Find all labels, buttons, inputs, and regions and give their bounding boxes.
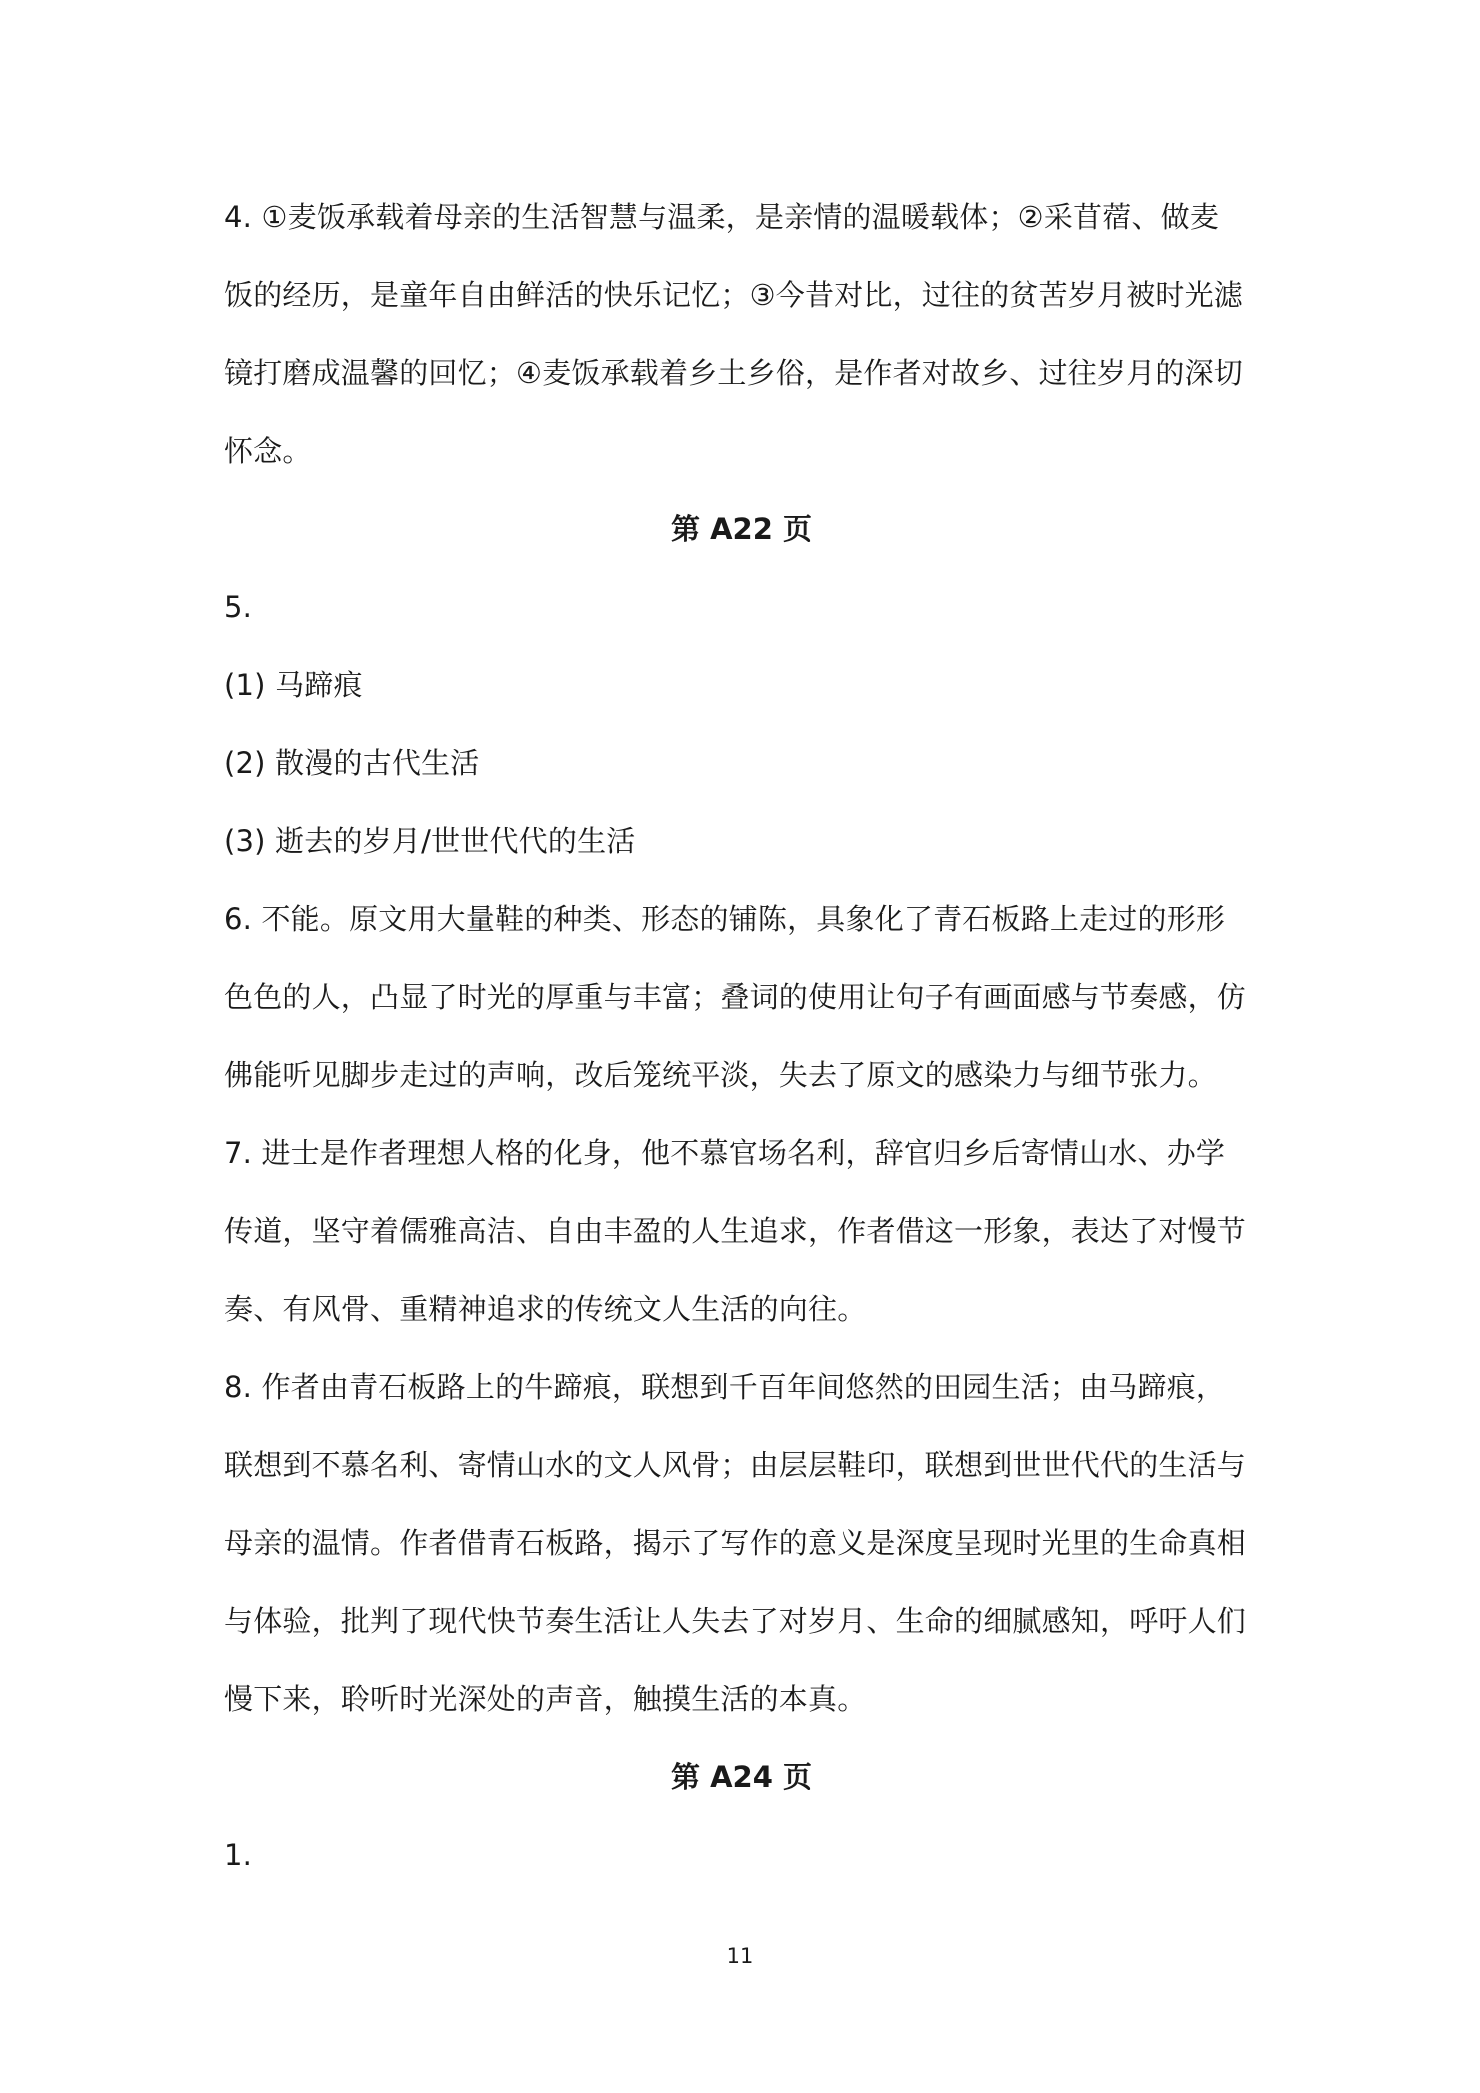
answer-7-line-3: 奏、有风骨、重精神追求的传统文人生活的向往。: [224, 1292, 867, 1326]
answer-4-line-4: 怀念。: [224, 434, 312, 468]
answer-8-line-4: 与体验，批判了现代快节奏生活让人失去了对岁月、生命的细腻感知，呼吁人们: [224, 1604, 1247, 1638]
answer-5-label: 5.: [224, 590, 253, 624]
answer-8-line-2: 联想到不慕名利、寄情山水的文人风骨；由层层鞋印，联想到世世代代的生活与: [224, 1448, 1247, 1482]
answer-8-line-1: 8. 作者由青石板路上的牛蹄痕，联想到千百年间悠然的田园生活；由马蹄痕，: [224, 1370, 1226, 1404]
answer-6-line-2: 色色的人，凸显了时光的厚重与丰富；叠词的使用让句子有画面感与节奏感，仿: [224, 980, 1247, 1014]
answer-4-line-2: 饭的经历，是童年自由鲜活的快乐记忆；③今昔对比，过往的贫苦岁月被时光滤: [224, 278, 1243, 312]
section-heading-a24: 第 A24 页: [671, 1760, 812, 1794]
answer-8-line-3: 母亲的温情。作者借青石板路，揭示了写作的意义是深度呈现时光里的生命真相: [224, 1526, 1247, 1560]
page-number: 11: [726, 1944, 754, 1968]
document-body: [224, 178, 1259, 1894]
answer-6-line-1: 6. 不能。原文用大量鞋的种类、形态的铺陈，具象化了青石板路上走过的形形: [224, 902, 1226, 936]
answer-8-line-5: 慢下来，聆听时光深处的声音，触摸生活的本真。: [224, 1682, 867, 1716]
answer-5-item-1: (1) 马蹄痕: [224, 668, 363, 702]
answer-6-line-3: 佛能听见脚步走过的声响，改后笼统平淡，失去了原文的感染力与细节张力。: [224, 1058, 1217, 1092]
answer-5-item-3: (3) 逝去的岁月/世世代代的生活: [224, 824, 636, 858]
section-heading-a22: 第 A22 页: [671, 512, 812, 546]
answer-1-label: 1.: [224, 1838, 253, 1872]
answer-5-item-2: (2) 散漫的古代生活: [224, 746, 480, 780]
answer-4-line-3: 镜打磨成温馨的回忆；④麦饭承载着乡土乡俗，是作者对故乡、过往岁月的深切: [224, 356, 1243, 390]
answer-7-line-2: 传道，坚守着儒雅高洁、自由丰盈的人生追求，作者借这一形象，表达了对慢节: [224, 1214, 1247, 1248]
answer-7-line-1: 7. 进士是作者理想人格的化身，他不慕官场名利，辞官归乡后寄情山水、办学: [224, 1136, 1226, 1170]
answer-4-line-1: 4. ①麦饭承载着母亲的生活智慧与温柔，是亲情的温暖载体；②采苜蓿、做麦: [224, 200, 1220, 234]
